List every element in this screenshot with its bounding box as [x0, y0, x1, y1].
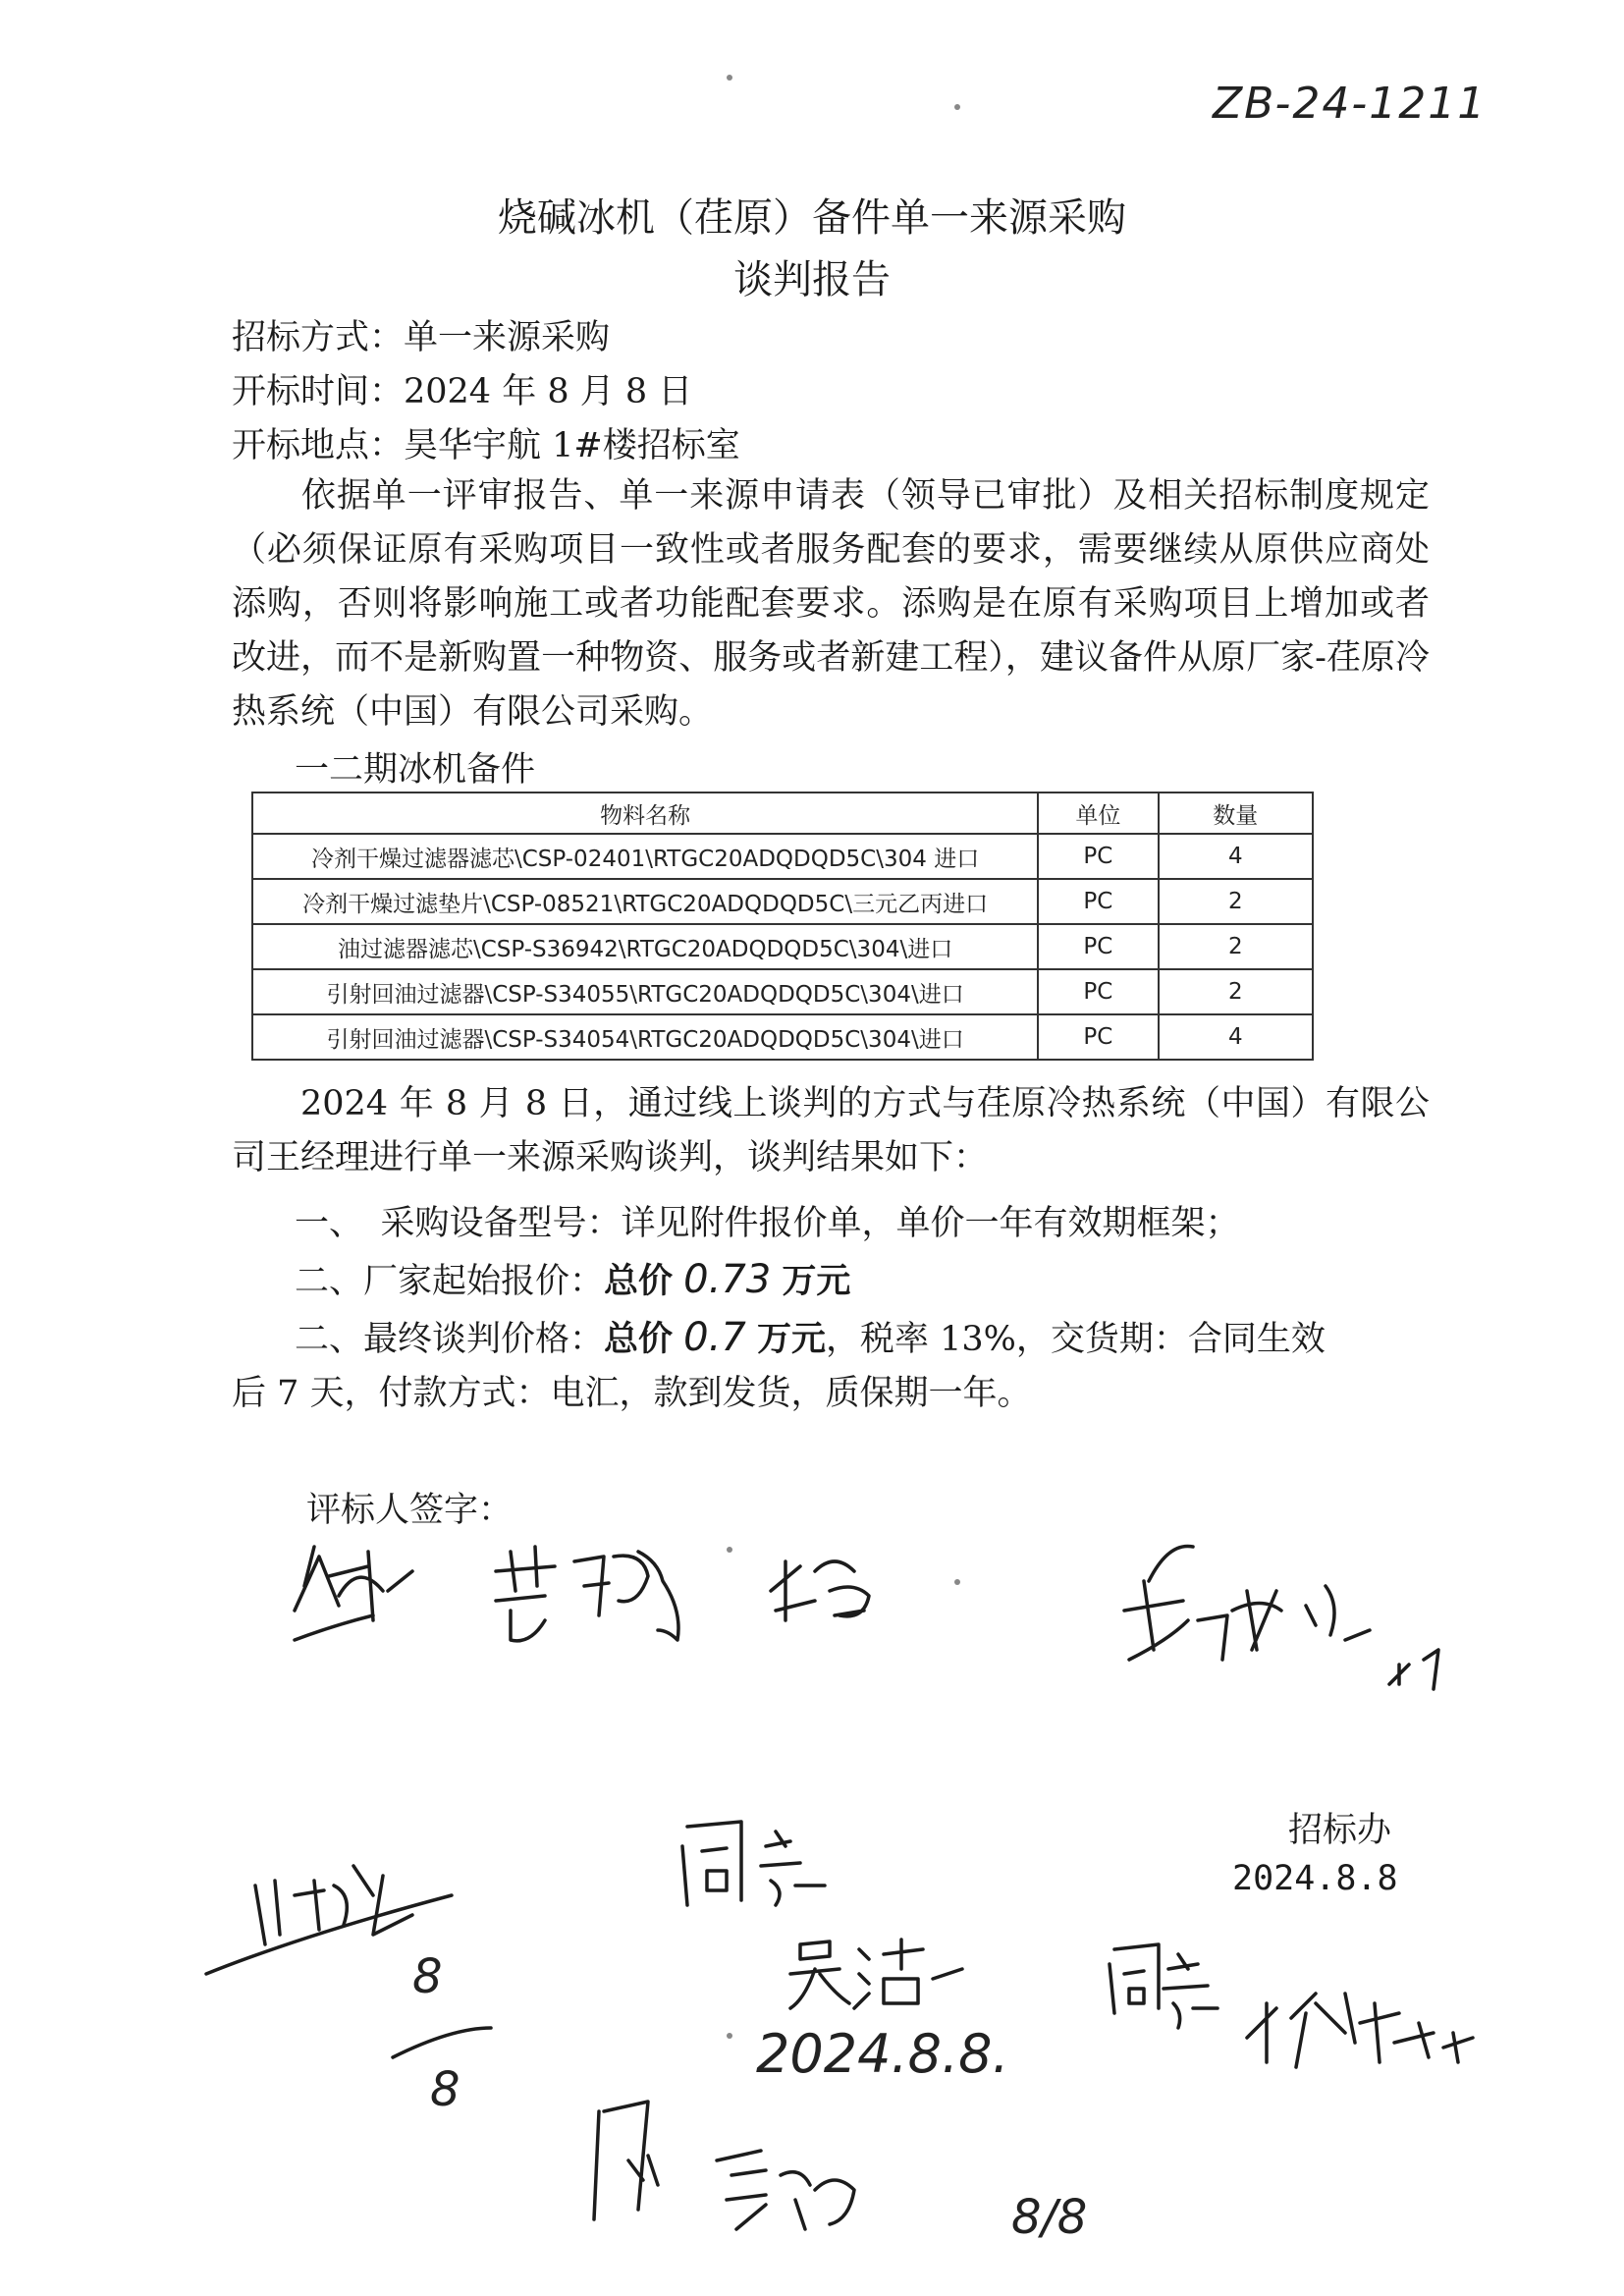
signature-scribble-6 — [682, 1822, 825, 1905]
cell-qty: 2 — [1159, 879, 1313, 924]
scan-speck — [954, 104, 960, 110]
office-label: 招标办 — [1288, 1811, 1392, 1850]
result-2-value: 0.73 — [683, 1257, 772, 1302]
signature-label: 评标人签字： — [306, 1491, 514, 1530]
result-3-label: 总价 — [604, 1319, 674, 1359]
signature-scribble-8 — [1110, 1944, 1218, 2028]
header-qty: 数量 — [1159, 793, 1313, 834]
result-3-suffix: ，税率 13%，交货期：合同生效 — [825, 1320, 1326, 1359]
field-time: 开标时间：2024 年 8 月 8 日 — [232, 372, 693, 411]
handwritten-date: 2024.8.8. — [756, 2023, 1009, 2085]
cell-unit: PC — [1038, 834, 1158, 879]
cell-qty: 4 — [1159, 1014, 1313, 1060]
intro-text: 依据单一评审报告、单一来源申请表（领导已审批）及相关招标制度规定（必须保证原有采购项目一致性或者服务配套的要求，需要继续从原供应商处添购，否则将影响施工或者功能配套要求。添购是在原有采购项目上增加或者改进，而不是新购置一种物资、服务或者新建工程），建议备件从原厂家-荏原冷热系统（中国）有限公司采购。 — [232, 476, 1430, 732]
result-2-prefix: 二、厂家起始报价： — [295, 1262, 605, 1301]
handwritten-fraction-bottom: 8 — [430, 2062, 460, 2117]
cell-unit: PC — [1038, 879, 1158, 924]
scan-speck — [727, 75, 732, 81]
cell-name: 油过滤器滤芯\CSP-S36942\RTGC20ADQDQD5C\304\进口 — [252, 924, 1038, 969]
signature-scribble-7 — [790, 1940, 962, 2008]
signature-scribble-5 — [206, 1866, 491, 2057]
cell-qty: 2 — [1159, 969, 1313, 1014]
result-1: 一、 采购设备型号：详见附件报价单，单价一年有效期框架； — [295, 1204, 1240, 1243]
result-3-unit: 万元 — [756, 1319, 826, 1359]
document-code: ZB-24-1211 — [1213, 79, 1488, 129]
table-caption: 一二期冰机备件 — [295, 750, 536, 790]
signature-scribble-10 — [594, 2102, 854, 2229]
signature-scribble-4 — [1124, 1546, 1438, 1689]
result-3-continued: 后 7 天，付款方式：电汇，款到发货，质保期一年。 — [232, 1374, 1032, 1413]
header-name: 物料名称 — [252, 793, 1038, 834]
office-date: 2024.8.8 — [1232, 1859, 1398, 1898]
field-place: 开标地点：昊华宇航 1#楼招标室 — [232, 426, 740, 465]
scan-speck — [954, 1579, 960, 1585]
cell-name: 冷剂干燥过滤器滤芯\CSP-02401\RTGC20ADQDQD5C\304 进口 — [252, 834, 1038, 879]
handwritten-date-short: 8/8 — [1011, 2190, 1088, 2245]
cell-name: 引射回油过滤器\CSP-S34054\RTGC20ADQDQD5C\304\进口 — [252, 1014, 1038, 1060]
scan-speck — [727, 2033, 732, 2039]
cell-name: 冷剂干燥过滤垫片\CSP-08521\RTGC20ADQDQD5C\三元乙丙进口 — [252, 879, 1038, 924]
page-subtitle: 谈判报告 — [733, 257, 891, 302]
header-unit: 单位 — [1038, 793, 1158, 834]
page-title: 烧碱冰机（荏原）备件单一来源采购 — [498, 195, 1126, 241]
cell-unit: PC — [1038, 924, 1158, 969]
result-3-value: 0.7 — [683, 1315, 746, 1360]
cell-name: 引射回油过滤器\CSP-S34055\RTGC20ADQDQD5C\304\进口 — [252, 969, 1038, 1014]
result-2-unit: 万元 — [782, 1261, 851, 1301]
signature-scribble-2 — [496, 1547, 678, 1641]
signature-scribble-3 — [771, 1561, 869, 1620]
cell-qty: 2 — [1159, 924, 1313, 969]
signature-scribble-9 — [1247, 1994, 1473, 2067]
scan-speck — [727, 1547, 732, 1553]
cell-qty: 4 — [1159, 834, 1313, 879]
cell-unit: PC — [1038, 969, 1158, 1014]
cell-unit: PC — [1038, 1014, 1158, 1060]
handwritten-fraction-top: 8 — [412, 1949, 443, 2004]
field-method: 招标方式：单一来源采购 — [232, 318, 611, 357]
result-2-label: 总价 — [604, 1261, 674, 1301]
result-3-prefix: 二、最终谈判价格： — [295, 1320, 605, 1359]
signature-scribble-1 — [295, 1547, 412, 1640]
negotiation-text: 2024 年 8 月 8 日，通过线上谈判的方式与荏原冷热系统（中国）有限公司王经理进行单一来源采购谈判，谈判结果如下： — [232, 1084, 1430, 1177]
